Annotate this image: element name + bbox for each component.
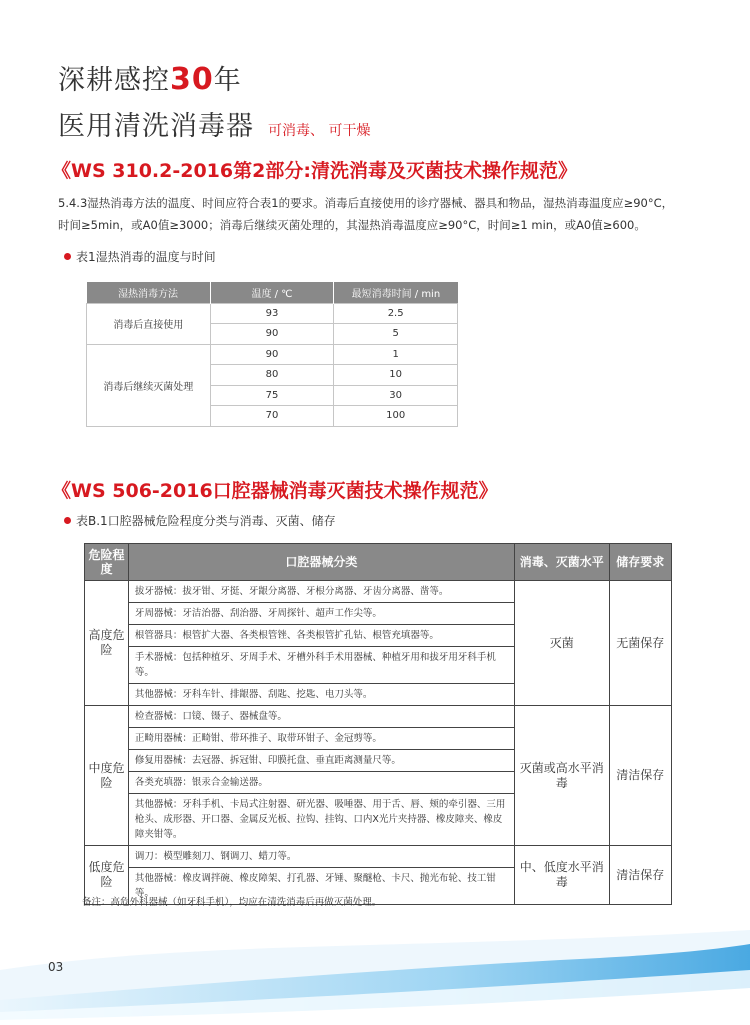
table-row <box>85 706 672 728</box>
table1-temp-cell: 90 <box>210 324 334 345</box>
paragraph-line: 5.4.3湿热消毒方法的温度、时间应符合表1的要求。消毒后直接使用的诊疗器械、器具和物品，湿热消毒温度应≥90°C， <box>58 196 674 210</box>
storage-requirement-cell: 无菌保存 <box>609 581 671 706</box>
table1-time-cell: 30 <box>334 385 458 406</box>
instrument-item-cell: 检查器械：口镜、镊子、器械盘等。 <box>128 706 514 728</box>
table2-header-cell: 口腔器械分类 <box>128 544 514 581</box>
product-tag: 可消毒、 可干燥 <box>268 123 371 139</box>
table1-method-cell: 消毒后继续灭菌处理 <box>87 344 211 426</box>
table1-time-cell: 10 <box>334 365 458 386</box>
instrument-item-cell: 调刀：模型雕刻刀、钢调刀、蜡刀等。 <box>128 846 514 868</box>
heading-prefix: 深耕感控 <box>58 65 170 96</box>
section2-title: 《WS 506-2016口腔器械消毒灭菌技术操作规范》 <box>52 480 498 502</box>
instrument-item-cell: 其他器械：橡皮调拌碗、橡皮障架、打孔器、牙锤、聚醚枪、卡尺、抛光布轮、技工钳等。 <box>128 868 514 905</box>
table2-header-cell: 储存要求 <box>609 544 671 581</box>
table1-time-cell: 100 <box>334 406 458 427</box>
table1-caption-text: 表1湿热消毒的温度与时间 <box>76 250 216 264</box>
instrument-item-cell: 牙周器械：牙洁治器、刮治器、牙周探针、超声工作尖等。 <box>128 603 514 625</box>
storage-requirement-cell: 清洁保存 <box>609 706 671 846</box>
table2-note: 备注：高危外科器械（如牙科手机），均应在清洗消毒后再做灭菌处理。 <box>82 897 382 908</box>
table1-header-cell: 温度 / ℃ <box>210 282 334 303</box>
page-number: 03 <box>48 960 64 974</box>
table1-method-cell: 消毒后直接使用 <box>87 303 211 344</box>
instrument-item-cell: 拔牙器械：拔牙钳、牙挺、牙龈分离器、牙根分离器、牙齿分离器、凿等。 <box>128 581 514 603</box>
instrument-item-cell: 其他器械：牙科车针、排龈器、刮匙、挖匙、电刀头等。 <box>128 684 514 706</box>
table1-header-row <box>87 282 458 303</box>
table1-temp-cell: 93 <box>210 303 334 324</box>
table2-caption <box>64 512 336 529</box>
table2-dental-instrument-classification <box>84 543 672 905</box>
risk-level-cell: 低度危险 <box>85 846 129 905</box>
risk-level-cell: 高度危险 <box>85 581 129 706</box>
table-row <box>87 344 458 365</box>
instrument-item-cell: 手术器械：包括种植牙、牙周手术、牙槽外科手术用器械、种植牙用和拔牙用牙科手机等。 <box>128 647 514 684</box>
bullet-dot-icon <box>64 517 71 524</box>
table-row <box>85 846 672 868</box>
section1-title: 《WS 310.2-2016第2部分:清洗消毒及灭菌技术操作规范》 <box>52 160 577 182</box>
table1-temp-cell: 90 <box>210 344 334 365</box>
paragraph-line: 时间≥5min，或A0值≥3000；消毒后继续灭菌处理的，其湿热消毒温度应≥90°C，时间≥1 min，或A0值≥600。 <box>58 218 646 232</box>
instrument-item-cell: 根管器具：根管扩大器、各类根管锉、各类根管扩孔钻、根管充填器等。 <box>128 625 514 647</box>
table1-heat-disinfection <box>86 282 458 427</box>
heading-line-1 <box>58 58 242 97</box>
instrument-item-cell: 修复用器械：去冠器、拆冠钳、印膜托盘、垂直距离测量尺等。 <box>128 750 514 772</box>
instrument-item-cell: 各类充填器：银汞合金输送器。 <box>128 772 514 794</box>
risk-level-cell: 中度危险 <box>85 706 129 846</box>
table1-caption <box>64 248 216 265</box>
table2-header-cell: 危险程度 <box>85 544 129 581</box>
heading-line-2 <box>58 104 370 143</box>
table1-time-cell: 1 <box>334 344 458 365</box>
table1-temp-cell: 70 <box>210 406 334 427</box>
table1-header-cell: 最短消毒时间 / min <box>334 282 458 303</box>
section1-paragraph <box>58 192 708 236</box>
bullet-dot-icon <box>64 253 71 260</box>
table2-header-row <box>85 544 672 581</box>
table2-caption-text: 表B.1口腔器械危险程度分类与消毒、灭菌、储存 <box>76 514 336 528</box>
disinfection-level-cell: 灭菌 <box>514 581 609 706</box>
table1-header-cell: 湿热消毒方法 <box>87 282 211 303</box>
disinfection-level-cell: 中、低度水平消毒 <box>514 846 609 905</box>
table1-time-cell: 2.5 <box>334 303 458 324</box>
heading-suffix: 年 <box>213 65 242 96</box>
storage-requirement-cell: 清洁保存 <box>609 846 671 905</box>
instrument-item-cell: 正畸用器械：正畸钳、带环推子、取带环钳子、金冠剪等。 <box>128 728 514 750</box>
table1-temp-cell: 75 <box>210 385 334 406</box>
table-row <box>85 581 672 603</box>
instrument-item-cell: 其他器械：牙科手机、卡局式注射器、研光器、吸唾器、用于舌、唇、颊的牵引器、三用枪头、成形器、开口器、金属反光板、拉钩、挂钩、口内X光片夹持器、橡皮障夹、橡皮障夹钳等。 <box>128 794 514 846</box>
heading-number: 30 <box>170 62 214 97</box>
decorative-wave <box>0 930 750 1025</box>
table2-header-cell: 消毒、灭菌水平 <box>514 544 609 581</box>
table1-time-cell: 5 <box>334 324 458 345</box>
table1-temp-cell: 80 <box>210 365 334 386</box>
product-title: 医用清洗消毒器 <box>58 111 254 142</box>
table-row <box>87 303 458 324</box>
disinfection-level-cell: 灭菌或高水平消毒 <box>514 706 609 846</box>
